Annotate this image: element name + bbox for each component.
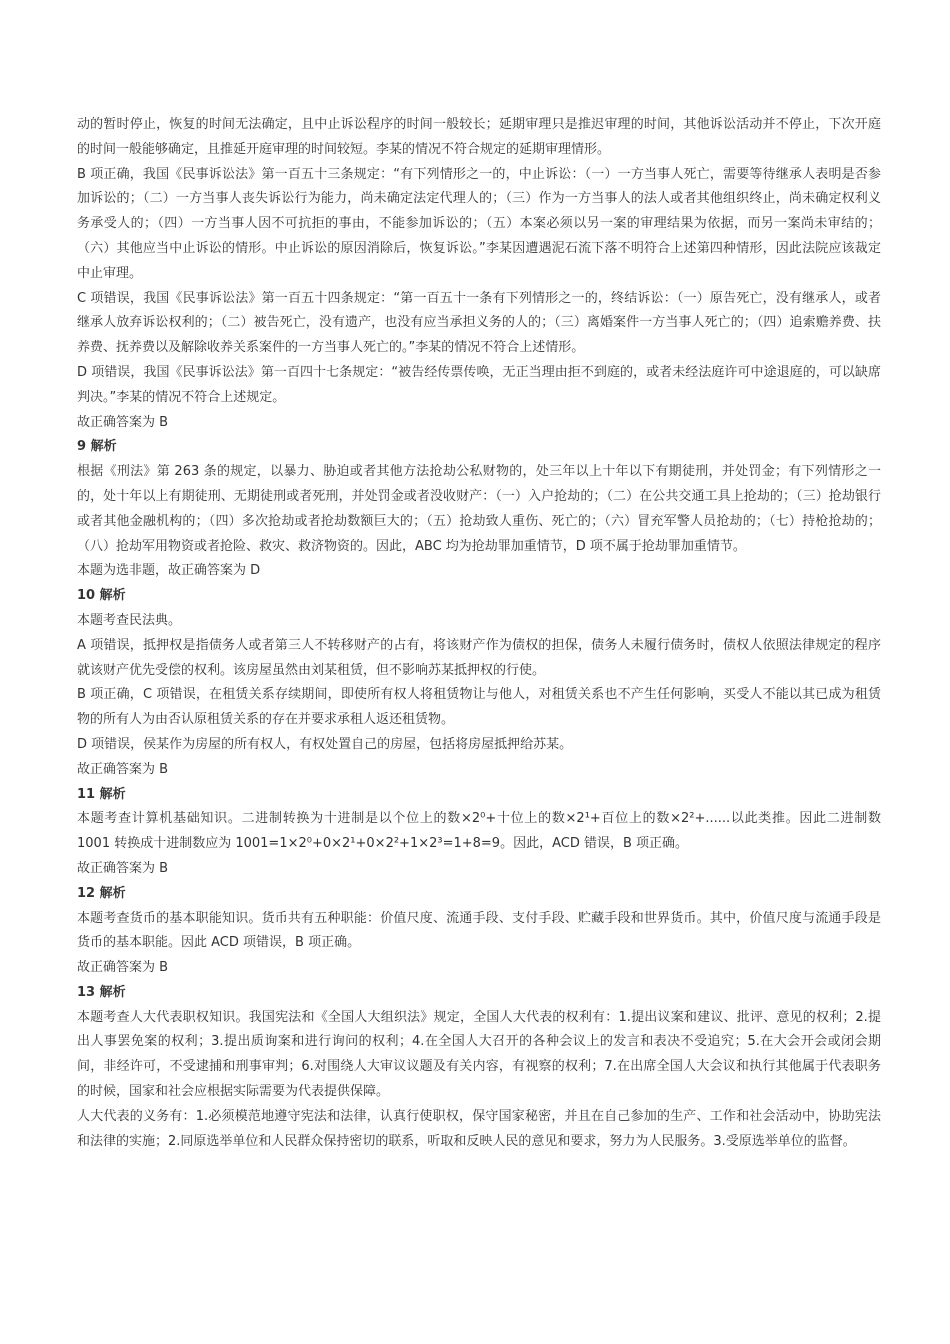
paragraph-continuation: 动的暂时停止，恢复的时间无法确定，且中止诉讼程序的时间一般较长；延期审理只是推迟审理的时间，其他诉讼活动并不停止，下次开庭的时间一般能够确定，且推延开庭审理的时间较短。李某的情况不符合规定的延期审理情形。 [77,117,881,157]
document-page [77,113,881,1154]
section-heading-11: 11 解析 [77,786,126,802]
answer-line: 故正确答案为 B [77,860,169,876]
paragraph-q10-option-d: D 项错误，侯某作为房屋的所有权人，有权处置自己的房屋，包括将房屋抵押给苏某。 [77,736,573,752]
paragraph-option-c: C 项错误，我国《民事诉讼法》第一百五十四条规定：“第一百五十一条有下列情形之一的，终结诉讼：（一）原告死亡，没有继承人，或者继承人放弃诉讼权利的；（二）被告死亡，没有遗产，也没有应当承担义务的人的；（三）离婚案件一方当事人死亡的；（四）追索赡养费、扶养费、抚养费以及解除收养关系案件的一方当事人死亡的。”李某的情况不符合上述情形。 [77,290,881,356]
paragraph-q13-rights: 本题考查人大代表职权知识。我国宪法和《全国人大组织法》规定，全国人大代表的权利有：1.提出议案和建议、批评、意见的权利；2.提出人事罢免案的权利；3.提出质询案和进行询问的权利；4.在全国人大召开的各种会议上的发言和表决不受追究；5.在大会开会或闭会期间，非经许可，不受逮捕和刑事审判；6.对围绕人大审议议题及有关内容，有视察的权利；7.在出席全国人大会议和执行其他属于代表职务的时候，国家和社会应根据实际需要为代表提供保障。 [77,1009,881,1100]
section-heading-9: 9 解析 [77,439,117,455]
answer-line: 故正确答案为 B [77,761,169,777]
paragraph-q11-analysis: 本题考查计算机基础知识。二进制转换为十进制是以个位上的数×2⁰+十位上的数×2¹+百位上的数×2²+......以此类推。因此二进制数 1001 转换成十进制数应为 1001=1×2⁰+0×2¹+0×2²+1×2³=1+8=9。因此，ACD 错误，B 项正确。 [77,811,881,852]
paragraph-option-d: D 项错误，我国《民事诉讼法》第一百四十七条规定：“被告经传票传唤，无正当理由拒不到庭的，或者未经法庭许可中途退庭的，可以缺席判决。”李某的情况不符合上述规定。 [77,364,881,405]
paragraph-q12-analysis: 本题考查货币的基本职能知识。货币共有五种职能：价值尺度、流通手段、支付手段、贮藏手段和世界货币。其中，价值尺度与流通手段是货币的基本职能。因此 ACD 项错误，B 项正确。 [77,910,881,951]
answer-line: 故正确答案为 B [77,414,169,430]
answer-line: 本题为选非题，故正确答案为 D [77,563,261,579]
paragraph-q9-analysis: 根据《刑法》第 263 条的规定，以暴力、胁迫或者其他方法抢劫公私财物的，处三年以上十年以下有期徒刑，并处罚金；有下列情形之一的，处十年以上有期徒刑、无期徒刑或者死刑，并处罚金或者没收财产：（一）入户抢劫的；（二）在公共交通工具上抢劫的；（三）抢劫银行或者其他金融机构的；（四）多次抢劫或者抢劫数额巨大的；（五）抢劫致人重伤、死亡的；（六）冒充军警人员抢劫的；（七）持枪抢劫的；（八）抢劫军用物资或者抢险、救灾、救济物资的。因此，ABC 均为抢劫罪加重情节，D 项不属于抢劫罪加重情节。 [77,464,881,554]
section-heading-10: 10 解析 [77,588,126,604]
section-heading-13: 13 解析 [77,984,126,1000]
paragraph-q13-duties: 人大代表的义务有：1.必须模范地遵守宪法和法律，认真行使职权，保守国家秘密，并且在自己参加的生产、工作和社会活动中，协助宪法和法律的实施；2.同原选举单位和人民群众保持密切的联系，听取和反映人民的意见和要求，努力为人民服务。3.受原选举单位的监督。 [77,1108,881,1149]
paragraph-option-b: B 项正确，我国《民事诉讼法》第一百五十三条规定：“有下列情形之一的，中止诉讼：（一）一方当事人死亡，需要等待继承人表明是否参加诉讼的；（二）一方当事人丧失诉讼行为能力，尚未确定法定代理人的；（三）作为一方当事人的法人或者其他组织终止，尚未确定权利义务承受人的；（四）一方当事人因不可抗拒的事由，不能参加诉讼的；（五）本案必须以另一案的审理结果为依据，而另一案尚未审结的；（六）其他应当中止诉讼的情形。中止诉讼的原因消除后，恢复诉讼。”李某因遭遇泥石流下落不明符合上述第四种情形，因此法院应该裁定中止审理。 [77,166,881,281]
answer-line: 故正确答案为 B [77,960,169,976]
paragraph-q10-option-bc: B 项正确，C 项错误，在租赁关系存续期间，即使所有权人将租赁物让与他人，对租赁关系也不产生任何影响，买受人不能以其已成为租赁物的所有人为由否认原租赁关系的存在并要求承租人返还租赁物。 [77,687,881,728]
section-heading-12: 12 解析 [77,885,126,901]
paragraph-q10-topic: 本题考查民法典。 [77,612,182,628]
paragraph-q10-option-a: A 项错误，抵押权是指债务人或者第三人不转移财产的占有，将该财产作为债权的担保，债务人未履行债务时，债权人依照法律规定的程序就该财产优先受偿的权利。该房屋虽然由刘某租赁，但不影响苏某抵押权的行使。 [77,637,881,678]
